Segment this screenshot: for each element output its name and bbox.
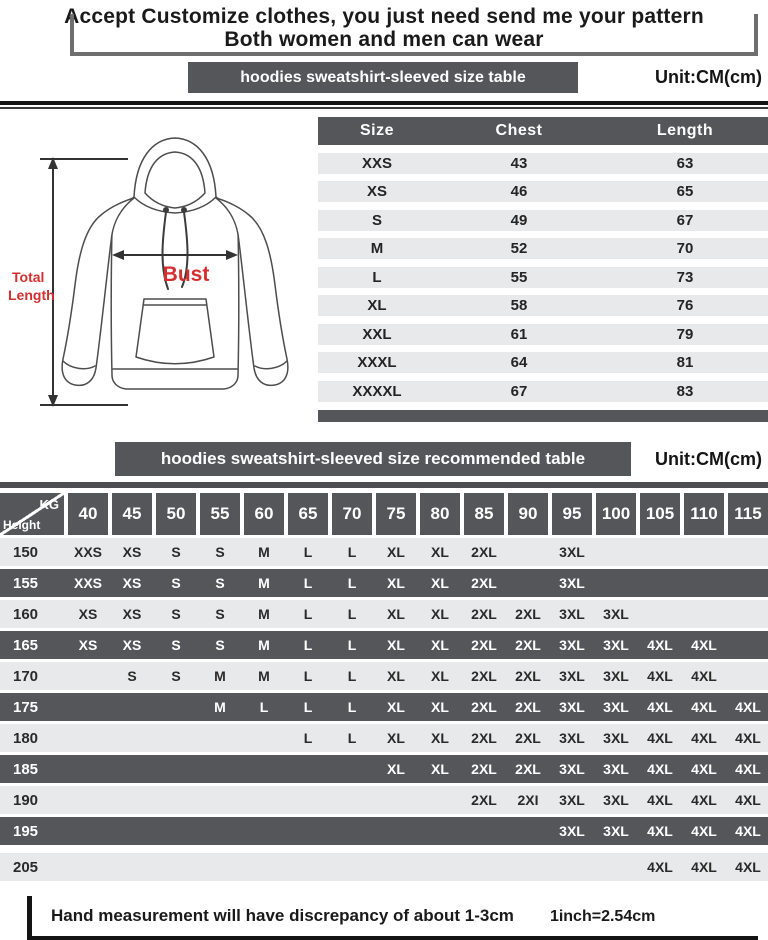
total-length-label-line2: Length <box>8 287 55 303</box>
length-cell: 70 <box>676 240 694 257</box>
size-cell: XXXL <box>357 354 397 371</box>
column-header-chest: Chest <box>495 122 543 139</box>
recommended-size-cell: 3XL <box>603 761 629 777</box>
recommended-size-cell: M <box>258 606 270 622</box>
recommended-size-cell: XS <box>122 544 142 560</box>
bust-label: Bust <box>162 263 210 286</box>
length-cell: 81 <box>676 354 694 371</box>
recommended-size-cell: 4XL <box>647 859 673 875</box>
matrix-row <box>0 662 768 690</box>
recommended-size-cell: XL <box>387 575 405 591</box>
length-cell: 73 <box>676 268 694 286</box>
recommended-size-cell: 4XL <box>647 823 673 839</box>
height-label: 180 <box>13 729 39 747</box>
matrix-row <box>0 538 768 566</box>
height-label: 185 <box>13 760 39 778</box>
weight-column-header: 90 <box>508 493 548 535</box>
recommended-size-cell: 3XL <box>559 606 585 622</box>
corner-header-cell <box>0 493 64 535</box>
recommended-size-cell: 3XL <box>603 606 629 622</box>
recommended-size-cell: M <box>258 575 270 591</box>
recommended-size-cell: XL <box>431 699 449 715</box>
recommended-size-cell: L <box>303 637 313 653</box>
size-cell: XXXXL <box>352 382 402 400</box>
recommended-size-cell: 3XL <box>559 668 585 684</box>
matrix-row <box>0 569 768 597</box>
recommended-size-cell: 2XL <box>515 668 541 684</box>
size-cell: XS <box>366 183 387 200</box>
recommended-size-cell: L <box>303 575 313 591</box>
note-bracket-frame <box>70 14 758 56</box>
recommended-size-cell: 4XL <box>735 792 761 808</box>
recommended-size-cell: 2XL <box>515 699 541 715</box>
recommended-size-cell: L <box>303 730 313 746</box>
recommended-size-cell: 3XL <box>559 544 585 560</box>
recommended-size-cell: 3XL <box>559 637 585 653</box>
hoodie-diagram <box>0 117 318 421</box>
recommended-size-cell: L <box>259 699 269 715</box>
length-cell: 79 <box>676 325 694 343</box>
chest-cell: 67 <box>510 382 528 400</box>
size-table-row <box>318 267 768 288</box>
customize-note-line1: Accept Customize clothes, you just need send me your pattern <box>64 5 704 28</box>
length-cell: 63 <box>676 154 694 172</box>
height-label: 195 <box>13 822 39 840</box>
recommended-size-cell: M <box>258 637 270 653</box>
recommended-size-cell: S <box>171 606 181 622</box>
size-section <box>0 117 768 421</box>
recommended-size-cell: XS <box>122 606 142 622</box>
height-label: 150 <box>13 543 39 561</box>
recommended-size-cell: 4XL <box>735 823 761 839</box>
weight-column-header: 95 <box>552 493 592 535</box>
size-table <box>318 117 768 421</box>
recommended-size-cell: S <box>171 544 181 560</box>
hoodie-pocket <box>136 299 214 364</box>
recommended-size-cell: 3XL <box>603 792 629 808</box>
height-label: 160 <box>13 605 39 623</box>
recommended-size-cell: L <box>303 699 313 715</box>
size-table-title-bar: hoodies sweatshirt-sleeved size table <box>188 62 578 93</box>
recommended-size-cell: 2XL <box>515 606 541 622</box>
recommended-size-cell: L <box>347 668 357 684</box>
recommended-size-cell: 4XL <box>647 730 673 746</box>
recommended-size-cell: XL <box>431 668 449 684</box>
chest-cell: 49 <box>510 211 528 229</box>
recommended-size-cell: M <box>214 699 226 715</box>
weight-column-header: 65 <box>288 493 328 535</box>
recommended-size-cell: 2XL <box>471 761 497 777</box>
weight-column-header: 55 <box>200 493 240 535</box>
recommended-size-cell: XL <box>431 606 449 622</box>
recommended-size-cell: XL <box>431 761 449 777</box>
recommended-size-cell: XL <box>431 637 449 653</box>
recommended-table-title-bar: hoodies sweatshirt-sleeved size recommended table <box>115 442 631 476</box>
recommended-size-cell: S <box>215 606 225 622</box>
chest-cell: 55 <box>510 268 528 286</box>
recommended-size-cell: 3XL <box>603 699 629 715</box>
recommended-size-cell: 4XL <box>735 730 761 746</box>
recommended-size-cell: XL <box>387 668 405 684</box>
height-label: 175 <box>13 698 39 716</box>
recommended-size-cell: XS <box>78 606 98 622</box>
recommended-size-cell: L <box>347 606 357 622</box>
recommended-size-cell: S <box>171 575 181 591</box>
corner-height-label: Height <box>3 518 41 532</box>
recommended-size-cell: 4XL <box>691 823 717 839</box>
recommended-size-cell: 2XL <box>471 699 497 715</box>
recommended-size-cell: 4XL <box>691 637 717 653</box>
matrix-row <box>0 817 768 845</box>
corner-kg-label: KG <box>39 497 59 512</box>
length-cell: 67 <box>676 211 694 229</box>
recommended-size-cell: XL <box>387 637 405 653</box>
length-cell: 65 <box>676 183 694 200</box>
length-cell: 83 <box>676 382 694 400</box>
recommended-size-cell: 2XL <box>471 730 497 746</box>
chest-cell: 58 <box>510 297 528 314</box>
recommended-size-cell: S <box>215 575 225 591</box>
weight-column-header: 105 <box>640 493 680 535</box>
recommended-size-cell: XL <box>387 606 405 622</box>
recommended-size-cell: L <box>303 544 313 560</box>
length-cell: 76 <box>676 297 694 314</box>
recommended-size-cell: XL <box>387 699 405 715</box>
recommended-size-cell: XL <box>387 544 405 560</box>
matrix-row <box>0 724 768 752</box>
measurement-note-line <box>27 896 768 936</box>
weight-column-header: 85 <box>464 493 504 535</box>
size-cell: S <box>371 211 382 229</box>
recommended-size-cell: L <box>347 730 357 746</box>
weight-column-header: 70 <box>332 493 372 535</box>
weight-column-header: 40 <box>68 493 108 535</box>
recommended-size-cell: L <box>303 668 313 684</box>
height-label: 165 <box>13 636 39 654</box>
weight-column-header: 100 <box>596 493 636 535</box>
customize-note <box>0 0 768 51</box>
recommended-size-cell: XL <box>431 544 449 560</box>
recommended-size-cell: 3XL <box>559 575 585 591</box>
recommended-size-cell: M <box>258 668 270 684</box>
recommended-size-cell: XXS <box>73 544 102 560</box>
recommended-size-cell: XL <box>431 730 449 746</box>
recommended-size-cell: XS <box>122 575 142 591</box>
chest-cell: 46 <box>510 183 528 200</box>
recommended-size-cell: 4XL <box>647 699 673 715</box>
recommended-size-cell: 4XL <box>691 859 717 875</box>
recommended-size-cell: L <box>347 544 357 560</box>
unit-label-2: Unit:CM(cm) <box>655 448 762 469</box>
double-separator-line <box>0 101 768 109</box>
recommended-size-cell: 2XL <box>471 575 497 591</box>
recommended-size-cell: 4XL <box>647 668 673 684</box>
size-table-row <box>318 153 768 174</box>
size-table-row <box>318 352 768 373</box>
size-cell: XXL <box>362 325 392 343</box>
recommended-size-cell: XXS <box>73 575 102 591</box>
size-table-row <box>318 210 768 231</box>
recommended-size-cell: 2XL <box>515 730 541 746</box>
unit-label: Unit:CM(cm) <box>655 67 762 87</box>
column-header-length: Length <box>656 122 714 139</box>
recommended-size-cell: S <box>215 544 225 560</box>
recommended-size-cell: 4XL <box>735 699 761 715</box>
chest-cell: 64 <box>510 354 528 371</box>
size-table-footer-bar <box>318 410 768 422</box>
recommended-size-cell: 3XL <box>559 823 585 839</box>
recommended-table-title-row <box>0 442 768 476</box>
thick-separator-line <box>0 482 768 488</box>
recommended-size-cell: 3XL <box>559 699 585 715</box>
customize-note-line2: Both women and men can wear <box>224 28 544 51</box>
recommended-size-cell: 4XL <box>735 761 761 777</box>
recommended-size-cell: 3XL <box>559 761 585 777</box>
recommended-size-cell: 2XL <box>515 761 541 777</box>
recommended-size-cell: XS <box>122 637 142 653</box>
recommended-size-cell: 3XL <box>603 637 629 653</box>
measurement-note <box>27 896 768 940</box>
recommended-size-cell: XS <box>78 637 98 653</box>
weight-column-header: 115 <box>728 493 768 535</box>
recommended-size-cell: 2XI <box>517 792 539 808</box>
recommended-size-cell: 4XL <box>691 668 717 684</box>
recommended-size-cell: L <box>347 637 357 653</box>
recommended-size-cell: 3XL <box>603 730 629 746</box>
recommended-size-cell: XL <box>431 575 449 591</box>
chest-cell: 52 <box>510 240 528 257</box>
size-cell: M <box>370 240 384 257</box>
recommended-size-cell: XL <box>387 730 405 746</box>
total-length-label-line1: Total <box>12 269 45 285</box>
size-table-row <box>318 324 768 345</box>
weight-column-header: 75 <box>376 493 416 535</box>
recommended-size-cell: 4XL <box>691 761 717 777</box>
size-table-row <box>318 181 768 202</box>
height-label: 155 <box>13 574 39 592</box>
matrix-row <box>0 631 768 659</box>
column-header-size: Size <box>359 122 394 139</box>
matrix-row <box>0 786 768 814</box>
bottom-rule <box>27 936 758 940</box>
chest-cell: 61 <box>510 325 528 343</box>
recommended-size-cell: 4XL <box>647 761 673 777</box>
weight-column-header: 50 <box>156 493 196 535</box>
recommended-size-cell: 4XL <box>735 859 761 875</box>
height-label: 190 <box>13 791 39 809</box>
recommended-size-cell: 2XL <box>515 637 541 653</box>
recommended-size-cell: M <box>214 668 226 684</box>
weight-column-header: 110 <box>684 493 724 535</box>
recommended-size-cell: S <box>171 637 181 653</box>
recommended-size-cell: 4XL <box>647 792 673 808</box>
height-label: 170 <box>13 667 39 685</box>
recommended-size-cell: 2XL <box>471 637 497 653</box>
recommended-size-cell: 3XL <box>603 823 629 839</box>
recommended-size-cell: 2XL <box>471 606 497 622</box>
recommended-size-cell: S <box>171 668 181 684</box>
recommended-size-cell: S <box>127 668 137 684</box>
recommended-size-matrix <box>0 493 768 881</box>
measurement-note-text: Hand measurement will have discrepancy of about 1-3cm <box>51 906 514 925</box>
recommended-size-cell: M <box>258 544 270 560</box>
size-cell: XL <box>367 297 387 314</box>
recommended-size-cell: 3XL <box>559 792 585 808</box>
size-table-header <box>318 117 768 145</box>
recommended-size-cell: 3XL <box>603 668 629 684</box>
hoodie-figure <box>0 117 318 421</box>
size-cell: L <box>372 268 382 286</box>
recommended-size-cell: 2XL <box>471 544 497 560</box>
size-table-row <box>318 238 768 259</box>
matrix-row <box>0 853 768 881</box>
inch-conversion-text: 1inch=2.54cm <box>549 908 656 925</box>
matrix-row <box>0 600 768 628</box>
size-table-title-row <box>0 62 768 93</box>
recommended-size-cell: 4XL <box>647 637 673 653</box>
recommended-size-cell: L <box>347 575 357 591</box>
recommended-size-cell: L <box>303 606 313 622</box>
recommended-size-cell: 4XL <box>691 699 717 715</box>
recommended-size-cell: 3XL <box>559 730 585 746</box>
size-table-row <box>318 295 768 316</box>
size-table-row <box>318 381 768 402</box>
size-table-rows <box>318 153 768 402</box>
matrix-body <box>0 538 768 881</box>
recommended-size-cell: 4XL <box>691 730 717 746</box>
recommended-size-cell: L <box>347 699 357 715</box>
matrix-row <box>0 755 768 783</box>
recommended-size-cell: XL <box>387 761 405 777</box>
weight-column-header: 80 <box>420 493 460 535</box>
size-cell: XXS <box>361 154 392 172</box>
height-label: 205 <box>13 858 39 876</box>
recommended-size-cell: 4XL <box>691 792 717 808</box>
matrix-row <box>0 693 768 721</box>
chest-cell: 43 <box>510 154 528 172</box>
weight-column-header: 45 <box>112 493 152 535</box>
recommended-size-cell: 2XL <box>471 668 497 684</box>
recommended-size-cell: 2XL <box>471 792 497 808</box>
weight-column-header: 60 <box>244 493 284 535</box>
matrix-header-row <box>0 493 768 535</box>
recommended-size-cell: S <box>215 637 225 653</box>
